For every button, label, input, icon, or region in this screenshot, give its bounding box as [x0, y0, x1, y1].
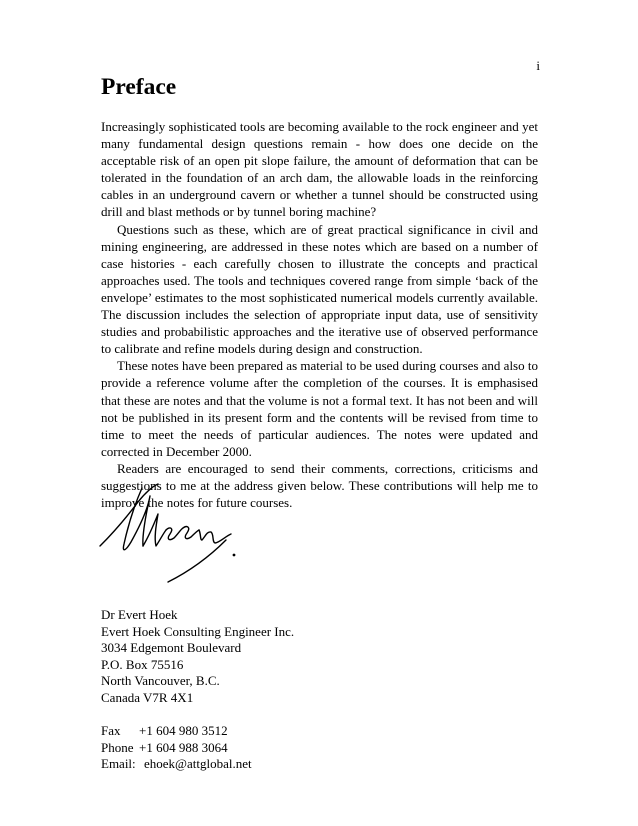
phone-row — [101, 740, 294, 757]
address-spacer — [101, 707, 294, 724]
preface-paragraph: These notes have been prepared as material to be used during courses and also to provide a reference volume after the completion of the courses. It is emphasised that these are notes and that the volume is not a formal text. It has not been and will not be published in its present form and the contents will be revised from time to time to meet the needs of particular audiences. The notes were updated and corrected in December 2000. — [101, 358, 538, 459]
email-value: ehoek@attglobal.net — [144, 756, 252, 772]
signature-stroke — [143, 514, 166, 546]
signature-stroke — [168, 540, 226, 582]
page-title: Preface — [101, 74, 177, 100]
fax-value: +1 604 980 3512 — [139, 723, 228, 739]
phone-value: +1 604 988 3064 — [139, 739, 228, 755]
preface-body — [101, 118, 538, 511]
signature-dot — [233, 554, 236, 557]
preface-paragraph: Readers are encouraged to send their comments, corrections, criticisms and suggestions to me at the address given below. These contributions will help me to improve the notes for future courses. — [101, 460, 538, 511]
email-label: Email: — [101, 756, 136, 772]
preface-paragraph: Increasingly sophisticated tools are becoming available to the rock engineer and yet many fundamental design questions remain - how does one decide on the acceptable risk of an open pit slope failure, the amount of deformation that can be tolerated in the foundation of an arch dam, the allowable loads in the reinforcing cables in an underground cavern or whether a tunnel should be constructed using drill and blast methods or by tunnel boring machine? — [101, 119, 538, 220]
city: North Vancouver, B.C. — [101, 673, 220, 689]
signature-stroke — [100, 484, 158, 546]
address-block — [101, 607, 294, 773]
country-postal: Canada V7R 4X1 — [101, 689, 194, 705]
preface-paragraph: Questions such as these, which are of great practical significance in civil and mining engineering, are addressed in these notes which are based on a number of case histories - each carefully chosen to illustrate the concepts and practical approaches used. The tools and techniques covered range from simple ‘back of the envelope’ estimates to the most sophisticated numerical models currently available. The discussion includes the selection of appropriate input data, use of sensitivity studies and probabilistic approaches and the iterative use of observed performance to calibrate and refine models during design and construction. — [101, 221, 538, 357]
signature-image — [96, 482, 246, 592]
street-address: 3034 Edgemont Boulevard — [101, 640, 242, 656]
signature-stroke — [183, 527, 199, 539]
fax-row — [101, 723, 294, 740]
signature-stroke — [199, 530, 231, 543]
email-row — [101, 756, 294, 773]
page-number: i — [536, 58, 540, 73]
phone-label: Phone — [101, 739, 134, 755]
fax-label: Fax — [101, 723, 121, 739]
author-name: Dr Evert Hoek — [101, 607, 178, 622]
company-name: Evert Hoek Consulting Engineer Inc. — [101, 623, 295, 639]
signature-stroke — [166, 528, 183, 540]
po-box: P.O. Box 75516 — [101, 656, 184, 672]
